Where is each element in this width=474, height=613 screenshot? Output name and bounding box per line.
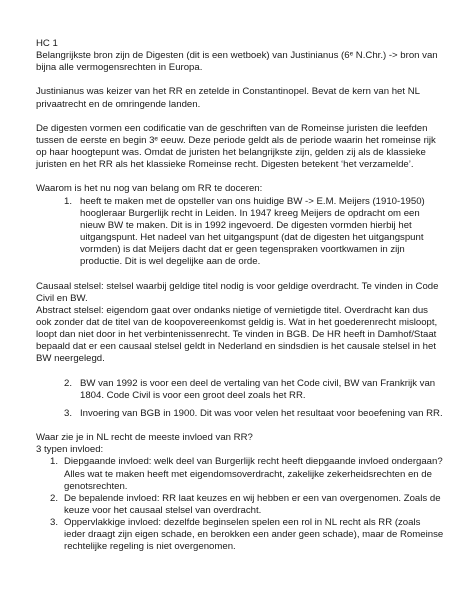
list-item	[36, 456, 444, 492]
list-item-number: 2.	[50, 492, 59, 504]
reasons-list-part-1	[36, 196, 444, 269]
list-item-number: 3.	[64, 407, 73, 419]
reasons-list-part-2	[36, 378, 444, 420]
intro-paragraph-1: Belangrijkste bron zijn de Digesten (dit is een wetboek) van Justinianus (6ᵉ N.Chr.) -> bron van bijna alle vermogensrechten in Europa.	[36, 50, 438, 74]
types-intro: 3 typen invloed:	[36, 444, 104, 456]
list-item-text: De bepalende invloed: RR laat keuzes en wij hebben er een van overgenomen. Zoals de keuze voor het causaal stelsel van overdracht.	[64, 492, 441, 516]
question-most-influence: Waar zie je in NL recht de meeste invloed van RR?	[36, 432, 253, 444]
list-item-text: Diepgaande invloed: welk deel van Burgerlijk recht heeft diepgaande invloed ondergaan? Alles wat te maken heeft met eigendomsoverdracht, zakelijke zekerheidsrechten en de genotsrechten.	[64, 456, 443, 492]
list-item-text: Oppervlakkige invloed: dezelfde beginselen spelen een rol in NL recht als RR (zoals ieder draagt zijn eigen schade, en berokken een ander geen schade), maar de Romeinse rechtelijke regeling is niet overgenomen.	[64, 517, 444, 553]
question-why-rr: Waarom is het nu nog van belang om RR te doceren:	[36, 183, 263, 195]
list-item	[36, 493, 444, 517]
list-item-number: 3.	[50, 517, 59, 529]
list-item-number: 1.	[50, 456, 59, 468]
intro-paragraph-2: Justinianus was keizer van het RR en zetelde in Constantinopel. Bevat de kern van het NL privaatrecht en de omringende landen.	[36, 86, 420, 110]
list-item	[36, 378, 444, 402]
list-item	[36, 408, 444, 420]
list-item-number: 1.	[64, 195, 73, 207]
list-item-text: heeft te maken met de opsteller van ons huidige BW -> E.M. Meijers (1910-1950) hoogleraar Burgerlijk recht in Leiden. In 1947 kreeg Meijers de opdracht om een nieuw BW te maken. Dit is in 1992 ingevoerd. De digesten vormden hierbij het uitgangspunt. Het nadeel van het uitgangspunt (dat de digesten het uitgangspunt vormden) is dat Meijers dacht dat er geen tegenspraken voortkwamen in zijn productie. Dit is wel degelijke aan de orde.	[80, 195, 425, 268]
causal-abstract-paragraph: Causaal stelsel: stelsel waarbij geldige titel nodig is voor geldige overdracht. Te vinden in Code Civil en BW. Abstract stelsel: eigendom gaat over ondanks nietige of vernietigde titel. Overdracht kan dus ook zonder dat de titel van de koopovereenkomst geldig is. Wat in het goederenrecht misloopt, loopt dan niet door in het verbintenissenrecht. Te vinden in BGB. De HR heeft in Damhof/Staat bepaald dat er een causaal stelsel geldt in Nederland en sindsdien is het causale stelsel in het BW neergelegd.	[36, 280, 439, 365]
influence-types-list	[36, 456, 444, 553]
list-item-text: BW van 1992 is voor een deel de vertaling van het Code civil, BW van Frankrijk van 1804. Code Civil is voor een groot deel zoals het RR.	[80, 377, 436, 401]
list-item	[36, 517, 444, 553]
list-item-number: 2.	[64, 377, 73, 389]
list-item	[36, 196, 444, 269]
intro-paragraph-3: De digesten vormen een codificatie van de geschriften van de Romeinse juristen die leefden tussen de eerste en begin 3ᵉ eeuw. Deze periode geldt als de periode waarin het romeinse rijk op haar hoogtepunt was. Omdat de juristen het belangrijkste zijn, gelden zij als de klassieke juristen en het RR als het klassieke Romeinse recht. Digesten betekent ‘het verzamelde’.	[36, 122, 436, 171]
list-item-text: Invoering van BGB in 1900. Dit was voor velen het resultaat voor beoefening van RR.	[80, 407, 443, 419]
document-heading: HC 1	[36, 38, 58, 49]
